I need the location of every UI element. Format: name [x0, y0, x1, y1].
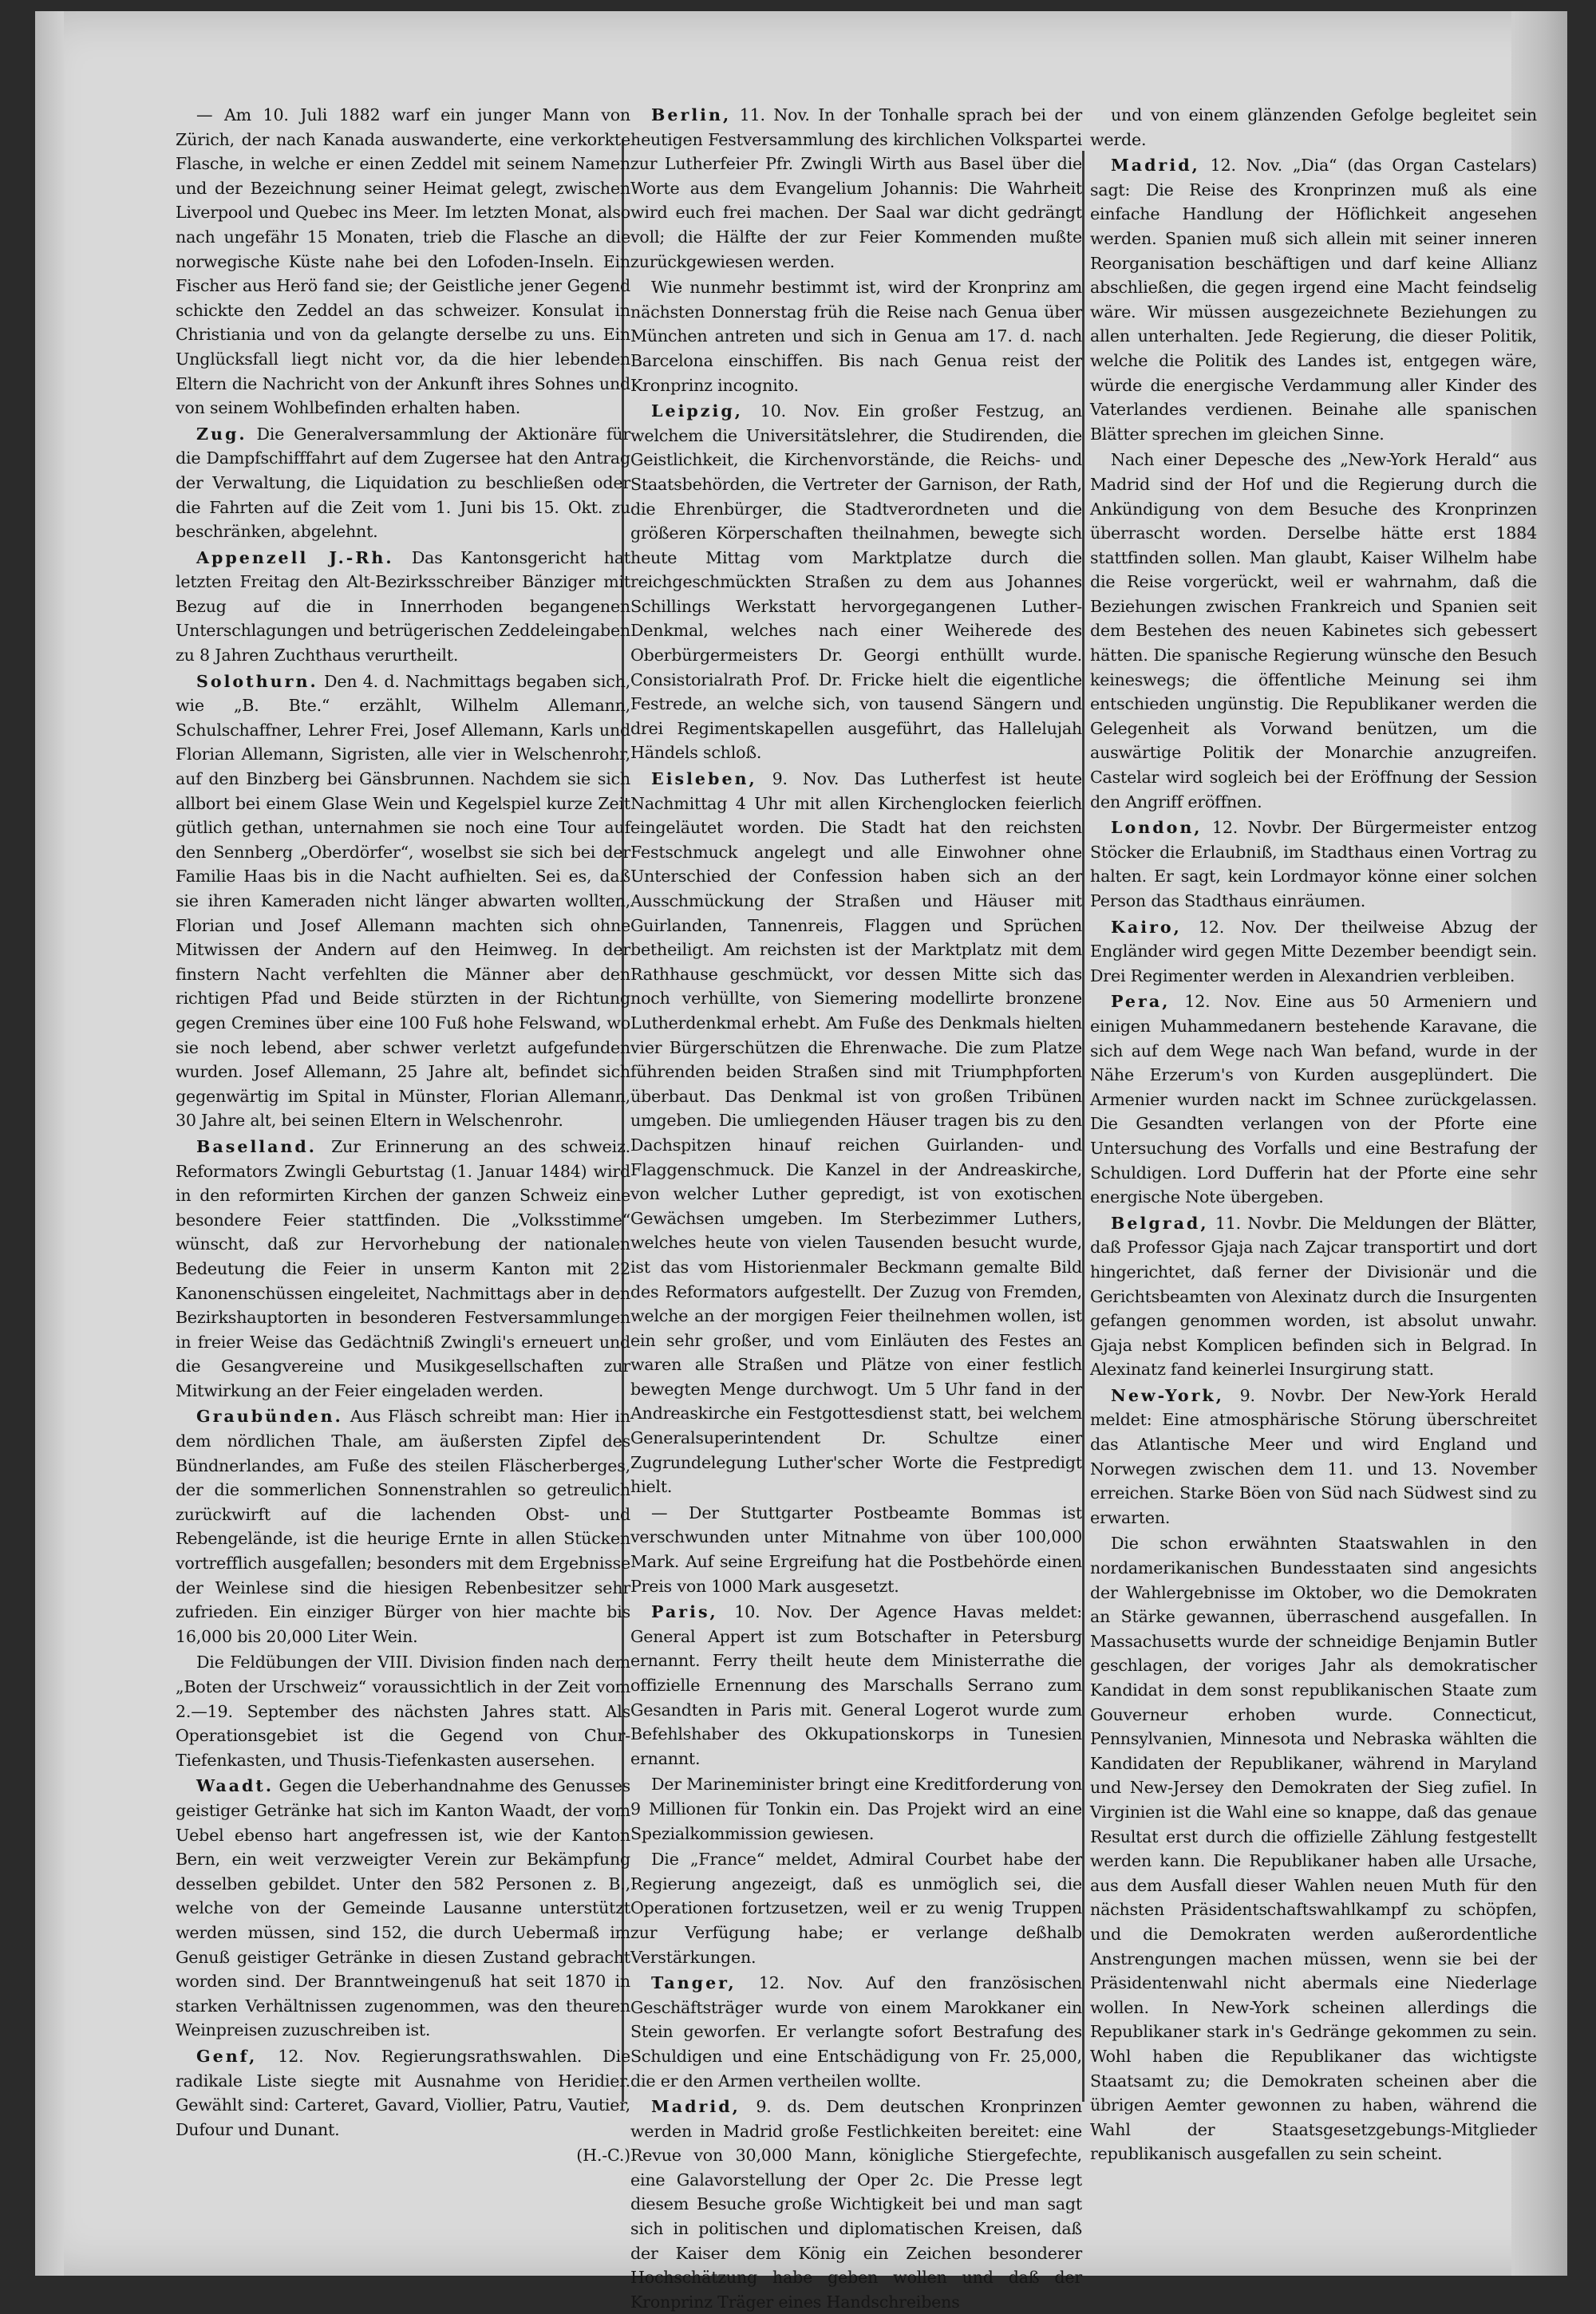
article — [630, 1501, 1082, 1598]
article-head: Baselland. — [196, 1136, 317, 1156]
article — [176, 1135, 630, 1404]
article — [630, 2095, 1082, 2314]
article-text: 12. Nov. Regierungsrathswahlen. Die radikale Liste siegte mit Ausnahme von Heridier. Gewählt sind: Carteret, Gavard, Viollier, Patru, Vautier, Dufour und Dunant. — [176, 2046, 630, 2139]
article-head: Zug. — [196, 424, 247, 444]
article — [1090, 915, 1537, 989]
article-text: 10. Nov. Ein großer Festzug, an welchem die Universitätslehrer, die Studirenden, die Geistlichkeit, die Kirchenvorstände, die Reichs- und Staatsbehörden, die Vertreter der Garnison, der Rath, die Ehrenbürger, die Stadtverordneten und die größeren Körperschaften theilnahmen, bewegte sich heute Mittag vom Marktplatze durch die reichgeschmückten Straßen zu dem aus Johannes Schillings Werkstatt hervorgegangenen Luther-Denkmal, welches nach einer Weiherede des Oberbürgermeisters Dr. Georgi enthüllt wurde. Consistorialrath Prof. Dr. Fricke hielt die eigentliche Festrede, an welche sich, von tausend Sängern und drei Regimentskapellen ausgeführt, das Hallelujah Händels schloß. — [630, 401, 1082, 763]
article — [176, 422, 630, 544]
article-text: Das Kantonsgericht hat letzten Freitag den Alt-Bezirksschreiber Bänziger mit Bezug auf die in Innerrhoden begangenen Unterschlagungen und betrügerischen Zeddeleingaben zu 8 Jahren Zuchthaus verurtheilt. — [176, 547, 630, 665]
article-text: Wie nunmehr bestimmt ist, wird der Kronprinz am nächsten Donnerstag früh die Reise nach Genua über München antreten und sich in Genua am 17. d. nach Barcelona einschiffen. Bis nach Genua reist der Kronprinz incognito. — [630, 278, 1082, 395]
article-head: Pera, — [1111, 992, 1171, 1012]
article — [1090, 103, 1537, 152]
article-signature: (H.-C.) — [576, 2146, 630, 2166]
article-text: 9. Nov. Das Lutherfest ist heute Nachmittag 4 Uhr mit allen Kirchenglocken feierlich eingeläutet worden. Die Stadt hat den reichsten Festschmuck angelegt und alle Einwohner ohne Unterschied der Confession haben sich an der Ausschmückung der Straßen und Häuser mit Guirlanden, Tannenreis, Flaggen und Sprüchen betheiligt. Am reichsten ist der Marktplatz mit dem Rathhause geschmückt, vor dessen Mitte sich das noch verhüllte, von Siemering modellirte bronzene Lutherdenkmal erhebt. Am Fuße des Denkmals hielten vier Bürgerschützen die Ehrenwache. Die zum Platze führenden beiden Straßen sind mit Triumphpforten überbaut. Das Denkmal ist von großen Tribünen umgeben. Die umliegenden Häuser tragen bis zu den Dachspitzen hinauf reichen Guirlanden- und Flaggenschmuck. Die Kanzel in der Andreaskirche, von welcher Luther gepredigt, ist von exotischen Gewächsen umgeben. Im Sterbezimmer Luthers, welches heute von vielen Tausenden besucht wurde, ist das vom Historienmaler Beckmann gemalte Bild des Reformators aufgestellt. Der Zuzug von Fremden, welche an der morgigen Feier theilnehmen wollen, ist ein sehr großer, und vom Einläuten des Festes an waren alle Straßen und Plätze von einer festlich bewegten Menge durchwogt. Um 5 Uhr fand in der Andreaskirche ein Festgottesdienst statt, bei welchem Generalsuperintendent Dr. Schultze einer Zugrundelegung Luther'scher Worte die Festpredigt hielt. — [630, 769, 1082, 1497]
article-text: 9. Novbr. Der New-York Herald meldet: Eine atmosphärische Störung überschreitet das Atlantische Meer und wird England und Norwegen zwischen dem 11. und 13. November erreichen. Starke Böen von Süd nach Südwest sind zu erwarten. — [1090, 1385, 1537, 1527]
article-text: 12. Nov. „Dia“ (das Organ Castelars) sagt: Die Reise des Kronprinzen muß als eine einfache Handlung der Höflichkeit angesehen werden. Spanien muß sich allein mit seiner inneren Reorganisation beschäftigen und darf keine Allianz abschließen, die gegen irgend eine Macht feindselig wäre. Wir müssen ausgezeichnete Beziehungen zu allen unterhalten. Jede Regierung, die dieser Politik, welche die Politik des Landes ist, entgegen wäre, würde die energische Verdammung aller Kinder des Vaterlandes verdienen. Beinahe alle spanischen Blätter sprechen im gleichen Sinne. — [1090, 156, 1537, 444]
column-right — [1090, 103, 1537, 2164]
article — [630, 1772, 1082, 1846]
article-text: 9. ds. Dem deutschen Kronprinzen werden in Madrid große Festlichkeiten bereitet: eine Revue von 30,000 Mann, königliche Stiergefechte, eine Galavorstellung der Oper 2c. Die Presse legt diesem Besuche große Wichtigkeit bei und man sagt sich in politischen und diplomatischen Kreisen, daß der Kaiser dem König ein Zeichen besonderer Hochschätzung habe geben wollen und daß der Kronprinz Träger eines Handschreibens — [630, 2097, 1082, 2312]
article-text: Die Feldübungen der VIII. Division finden nach dem „Boten der Urschweiz“ voraussichtlich in der Zeit vom 2.—19. September des nächsten Jahres statt. Als Operationsgebiet ist die Gegend von Chur-Tiefenkasten, und Thusis-Tiefenkasten ausersehen. — [176, 1653, 630, 1770]
article-head: Waadt. — [196, 1776, 275, 1796]
column-middle — [630, 103, 1082, 2312]
article-text: Den 4. d. Nachmittags begaben sich, wie „B. Bte.“ erzählt, Wilhelm Allemann, Schulschaffner, Lehrer Frei, Josef Allemann, Karls und Florian Allemann, Sigristen, alle vier in Welschenrohr, auf den Binzberg bei Gänsbrunnen. Nachdem sie sich allbort bei einem Glase Wein und Kegelspiel kurze Zeit gütlich gethan, unternahmen sie noch eine Tour auf den Sennberg „Oberdörfer“, woselbst sie sich bei der Familie Haas bis in die Nacht aufhielten. Sei es, daß sie ihren Kameraden nicht länger abwarten wollten, Florian und Josef Allemann machten sich ohne Mitwissen der Andern auf den Heimweg. In der finstern Nacht verfehlten die Männer aber den richtigen Pfad und Beide stürzten in der Richtung gegen Cremines über eine 100 Fuß hohe Felswand, wo sie noch lebend, aber schwer verletzt aufgefunden wurden. Josef Allemann, 25 Jahre alt, befindet sich gegenwärtig im Spital in Münster, Florian Allemann, 30 Jahre alt, bei seinen Eltern in Welschenrohr. — [176, 671, 630, 1131]
article-head: Belgrad, — [1111, 1213, 1209, 1233]
article-text: Nach einer Depesche des „New-York Herald“ aus Madrid sind der Hof und die Regierung durch die Ankündigung von dem Besuche des Kronprinzen überrascht worden. Derselbe hätte erst 1884 stattfinden sollen. Man glaubt, Kaiser Wilhelm habe die Reise vorgerückt, weil er wahrnahm, daß die Beziehungen zwischen Frankreich und Spanien seit dem Bestehen des neuen Kabinetes sich gebessert hätten. Die spanische Regierung wünsche den Besuch keineswegs; die öffentliche Meinung sei ihm entschieden ungünstig. Die Republikaner werden die Gelegenheit als Vorwand benützen, um die auswärtige Politik der Monarchie anzugreifen. Castelar wird sogleich bei der Eröffnung der Session den Angriff eröffnen. — [1090, 450, 1537, 811]
article — [630, 1600, 1082, 1771]
article — [1090, 989, 1537, 1209]
article — [176, 1650, 630, 1772]
article-text: Zur Erinnerung an des schweiz. Reformators Zwingli Geburtstag (1. Januar 1484) wird in den reformirten Kirchen der ganzen Schweiz eine besondere Feier stattfinden. Die „Volksstimme“ wünscht, daß zur Hervorhebung der nationalen Bedeutung die Feier in unserm Kanton mit 22 Kanonenschüssen eingeleitet, Nachmittags aber in den Bezirkshauptorten in besonderen Festversammlungen in freier Weise das Gedächtniß Zwingli's erneuert und die Gesangvereine und Musikgesellschaften zur Mitwirkung an der Feier eingeladen werden. — [176, 1136, 630, 1400]
article-text: und von einem glänzenden Gefolge begleitet sein werde. — [1090, 105, 1537, 149]
article-text: 12. Novbr. Der Bürgermeister entzog Stöcker die Erlaubniß, im Stadthaus einen Vortrag zu halten. Er sagt, kein Lordmayor könne einer solchen Person das Stadthaus einräumen. — [1090, 818, 1537, 910]
article-text: — Am 10. Juli 1882 warf ein junger Mann von Zürich, der nach Kanada auswanderte, eine verkorkte Flasche, in welche er einen Zeddel mit seinem Namen und der Bezeichnung seiner Heimat gelegt, zwischen Liverpool und Quebec ins Meer. Im letzten Monat, also nach ungefähr 15 Monaten, trieb die Flasche an die norwegische Küste nahe bei den Lofoden-Inseln. Ein Fischer aus Herö fand sie; der Geistliche jener Gegend schickte den Zeddel an das schweizer. Konsulat in Christiania und von da gelangte derselbe zu uns. Ein Unglücksfall liegt nicht vor, da die hier lebenden Eltern die Nachricht von der Ankunft ihres Sohnes und von seinem Wohlbefinden erhalten haben. — [176, 105, 630, 418]
article-head: Leipzig, — [651, 401, 743, 421]
article-text: 10. Nov. Der Agence Havas meldet: General Appert ist zum Botschafter in Petersburg ernannt. Ferry theilt heute dem Ministerrathe die offizielle Ernennung des Marschalls Serrano zum Gesandten in Paris mit. General Logerot wurde zum Befehlshaber des Okkupationskorps in Tunesien ernannt. — [630, 1602, 1082, 1768]
article-head: Graubünden. — [196, 1407, 343, 1427]
article — [630, 103, 1082, 274]
article — [176, 2044, 630, 2142]
article-head: Eisleben, — [651, 769, 757, 789]
article-text: 12. Nov. Eine aus 50 Armeniern und einigen Muhammedanern bestehende Karavane, die sich auf dem Wege nach Wan befand, wurde in der Nähe Erzerum's von Kurden ausgeplündert. Die Armenier wurden nackt im Schnee zurückgelassen. Die Gesandten verlangen von der Pforte eine Untersuchung des Vorfalls und eine Bestrafung der Schuldigen. Lord Dufferin hat der Pforte eine sehr energische Note übergeben. — [1090, 992, 1537, 1207]
article-head: Paris, — [651, 1602, 718, 1622]
article-head: Madrid, — [1111, 156, 1200, 176]
article — [630, 1971, 1082, 2093]
article-text: 12. Nov. Auf den französischen Geschäftsträger wurde von einem Marokkaner ein Stein geworfen. Er verlangte sofort Bestrafung des Schuldigen und eine Entschädigung von Fr. 25,000, die er den Armen vertheilen wollte. — [630, 1973, 1082, 2091]
article — [1090, 1531, 1537, 2166]
article — [176, 669, 630, 1133]
article-text: 11. Nov. In der Tonhalle sprach bei der heutigen Festversammlung des kirchlichen Volkspartei zur Lutherfeier Pfr. Zwingli Wirth aus Basel über die Worte aus dem Evangelium Johannis: Die Wahrheit wird euch frei machen. Der Saal war dicht gedrängt voll; die Hälfte der zur Feier Kommenden mußte zurückgewiesen werden. — [630, 105, 1082, 271]
article-text: Die Generalversammlung der Aktionäre für die Dampfschifffahrt auf dem Zugersee hat den Antrag der Verwaltung, die Liquidation zu beschließen oder die Fahrten auf die Zeit vom 1. Juni bis 15. Okt. zu beschränken, abgelehnt. — [176, 424, 630, 542]
article-head: New-York, — [1111, 1385, 1224, 1405]
article — [176, 103, 630, 421]
column-rule — [1082, 151, 1084, 2102]
article-text: 11. Novbr. Die Meldungen der Blätter, daß Professor Gjaja nach Zajcar transportirt und dort hingerichtet, daß ferner der Divisionär und die Gerichtsbeamten von Alexinatz durch die Insurgenten gefangen genommen worden, ist absolut unwahr. Gjaja nebst Komplicen befinden sich in Belgrad. In Alexinatz fand keinerlei Insurgirung statt. — [1090, 1213, 1537, 1380]
article — [630, 399, 1082, 765]
article — [1090, 1211, 1537, 1382]
article-text: 12. Nov. Der theilweise Abzug der Engländer wird gegen Mitte Dezember beendigt sein. Drei Regimenter werden in Alexandrien verbleiben. — [1090, 917, 1537, 985]
article-text: Aus Fläsch schreibt man: Hier in dem nördlichen Thale, am äußersten Zipfel des Bündnerlandes, am Fuße des steilen Fläscherberges, der die sommerlichen Sonnenstrahlen so getreulich zurückwirft auf die lachenden Obst- und Rebengelände, ist die heurige Ernte in allen Stücken vortrefflich ausgefallen; besonders mit dem Ergebnisse der Weinlese sind die hiesigen Rebenbesitzer sehr zufrieden. Ein einziger Bürger von hier machte bis 16,000 bis 20,000 Liter Wein. — [176, 1407, 630, 1646]
article-head: Solothurn. — [196, 671, 318, 691]
article — [630, 1847, 1082, 1969]
article-head: Berlin, — [651, 105, 732, 124]
article — [176, 546, 630, 668]
article-head: Kairo, — [1111, 917, 1182, 937]
article-head: Tanger, — [651, 1973, 737, 1993]
article-text: Der Marineminister bringt eine Kreditforderung von 9 Millionen für Tonkin ein. Das Projekt wird an eine Spezialkommission gewiesen. — [630, 1775, 1082, 1843]
newspaper-page — [35, 11, 1567, 2312]
article-text: — Der Stuttgarter Postbeamte Bommas ist verschwunden unter Mitnahme von über 100,000 Mark. Auf seine Ergreifung hat die Postbehörde einen Preis von 1000 Mark ausgesetzt. — [630, 1503, 1082, 1596]
page-edge-left — [35, 11, 64, 2276]
article-head: London, — [1111, 818, 1203, 838]
article — [176, 1404, 630, 1649]
article-head: Appenzell J.-Rh. — [196, 547, 394, 567]
article — [1090, 448, 1537, 814]
article-text: Die schon erwähnten Staatswahlen in den nordamerikanischen Bundesstaaten sind angesichts der Wahlergebnisse im Oktober, wo die Demokraten an Stärke gewannen, überraschend ausgefallen. In Massachusetts wurde der schneidige Benjamin Butler geschlagen, der voriges Jahr als demokratischer Kandidat in dem sonst republikanischen Staate zum Gouverneur erhoben wurde. Connecticut, Pennsylvanien, Minnesota und Nebraska wählten die Kandidaten der Republikaner, während in Maryland und New-Jersey den Demokraten der Sieg zufiel. In Virginien ist die Wahl eine so knappe, daß das genaue Resultat erst durch die offizielle Zählung festgestellt werden kann. Die Republikaner haben alle Ursache, aus dem Ausfall dieser Wahlen neuen Muth für den nächsten Präsidentschaftswahlkampf zu schöpfen, und die Demokraten werden außerordentliche Anstrengungen machen müssen, wenn sie bei der Präsidentenwahl nicht abermals eine Niederlage wollen. In New-York scheinen allerdings die Republikaner stark in's Gedränge gekommen zu sein. Wohl haben die Republikaner das wichtigste Staatsamt zu; die Demokraten scheinen aber die übrigen Aemter gewonnen zu haben, während die Wahl der Staatsgesetzgebungs-Mitglieder republikanisch ausgefallen zu sein scheint. — [1090, 1534, 1537, 2164]
article — [630, 767, 1082, 1499]
article-head: Madrid, — [651, 2097, 741, 2117]
article — [630, 275, 1082, 397]
article-text: Gegen die Ueberhandnahme des Genusses geistiger Getränke hat sich im Kanton Waadt, der vom Uebel ebenso hart angefressen ist, wie der Kanton Bern, ein weit verzweigter Verein zur Bekämpfung desselben gebildet. Unter den 582 Personen z. B., welche von der Gemeinde Lausanne unterstützt werden müssen, sind 152, die durch Uebermaß im Genuß geistiger Getränke in diesen Zustand gebracht worden sind. Der Branntweingenuß hat seit 1870 in starken Verhältnissen zugenommen, was den theuren Weinpreisen zuzuschreiben ist. — [176, 1776, 630, 2040]
article — [1090, 815, 1537, 913]
article-head: Genf, — [196, 2046, 258, 2066]
column-left — [176, 103, 630, 2166]
article — [1090, 1384, 1537, 1530]
article — [176, 1774, 630, 2043]
article-text: Die „France“ meldet, Admiral Courbet habe der Regierung angezeigt, daß es unmöglich sei, die Operationen fortzusetzen, weil er zu wenig Truppen zur Verfügung habe; er verlange deßhalb Verstärkungen. — [630, 1850, 1082, 1967]
article — [1090, 153, 1537, 446]
